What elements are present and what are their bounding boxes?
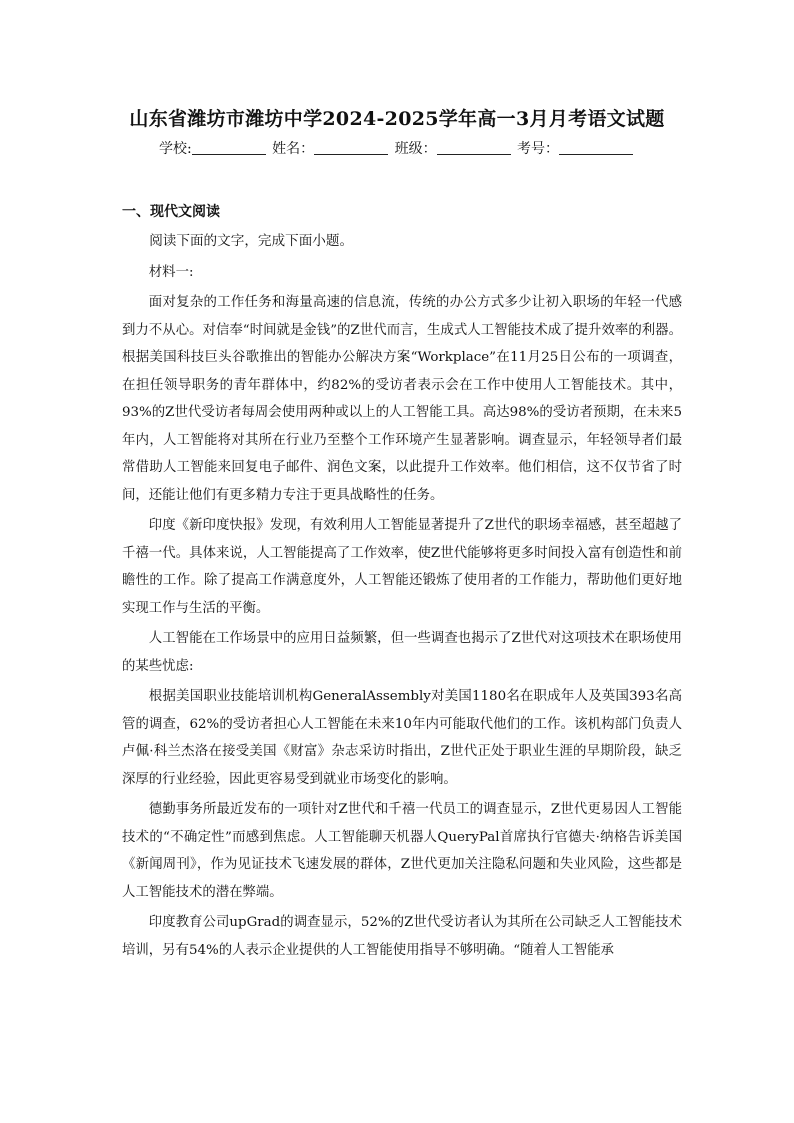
paragraph: 人工智能在工作场景中的应用日益频繁，但一些调查也揭示了Z世代对这项技术在职场使用的某些忧虑: [122,631,682,674]
section-title: 一、现代文阅读 [122,204,220,220]
class-label: 班级： [394,141,437,157]
paragraph: 面对复杂的工作任务和海量高速的信息流，传统的办公方式多少让初入职场的年轻一代感到力不从心。对信奉“时间就是金钱”的Z世代而言，生成式人工智能技术成了提升效率的利器。根据美国科技巨头谷歌推出的智能办公解决方案“Workplace”在11月25日公布的一项调查，在担任领导职务的青年群体中，约82%的受访者表示会在工作中使用人工智能技术。其中，93%的Z世代受访者每周会使用两种或以上的人工智能工具。高达98%的受访者预期，在未来5年内，人工智能将对其所在行业乃至整个工作环境产生显著影响。调查显示，年轻领导者们最常借助人工智能来回复电子邮件、润色文案，以此提升工作效率。他们相信，这不仅节省了时间，还能让他们有更多精力专注于更具战略性的任务。 [122,295,682,503]
number-blank[interactable] [559,140,633,155]
paragraph: 印度教育公司upGrad的调查显示，52%的Z世代受访者认为其所在公司缺乏人工智能技术培训，另有54%的人表示企业提供的人工智能使用指导不够明确。“随着人工智能承 [122,915,682,958]
school-label: 学校: [158,141,192,157]
page-title: 山东省潍坊市潍坊中学2024-2025学年高一3月月考语文试题 [129,108,665,130]
paragraph: 根据美国职业技能培训机构GeneralAssembly对美国1180名在职成年人及英国393名高管的调查，62%的受访者担心人工智能在未来10年内可能取代他们的工作。该机构部门负责人卢佩·科兰杰洛在接受美国《财富》杂志采访时指出，Z世代正处于职业生涯的早期阶段，缺乏深厚的行业经验，因此更容易受到就业市场变化的影响。 [122,689,682,787]
name-blank[interactable] [314,140,388,155]
paragraph: 德勤事务所最近发布的一项针对Z世代和千禧一代员工的调查显示，Z世代更易因人工智能技术的“不确定性”而感到焦虑。人工智能聊天机器人QueryPal首席执行官德夫·纳格告诉美国《新闻周刊》，作为见证技术飞速发展的群体，Z世代更加关注隐私问题和失业风险，这些都是人工智能技术的潜在弊端。 [122,802,682,900]
number-label: 考号： [517,141,560,157]
class-blank[interactable] [437,140,511,155]
instruction-text: 阅读下面的文字，完成下面小题。 [149,233,354,249]
reading-passage [122,228,682,967]
name-label: 姓名： [272,141,315,157]
school-blank[interactable] [192,140,266,155]
material-label: 材料一: [148,264,194,280]
paragraph: 印度《新印度快报》发现，有效利用人工智能显著提升了Z世代的职场幸福感，甚至超越了千禧一代。具体来说，人工智能提高了工作效率，使Z世代能够将更多时间投入富有创造性和前瞻性的工作。除了提高工作满意度外，人工智能还锻炼了使用者的工作能力，帮助他们更好地实现工作与生活的平衡。 [122,518,682,616]
student-info-line [0,138,794,158]
